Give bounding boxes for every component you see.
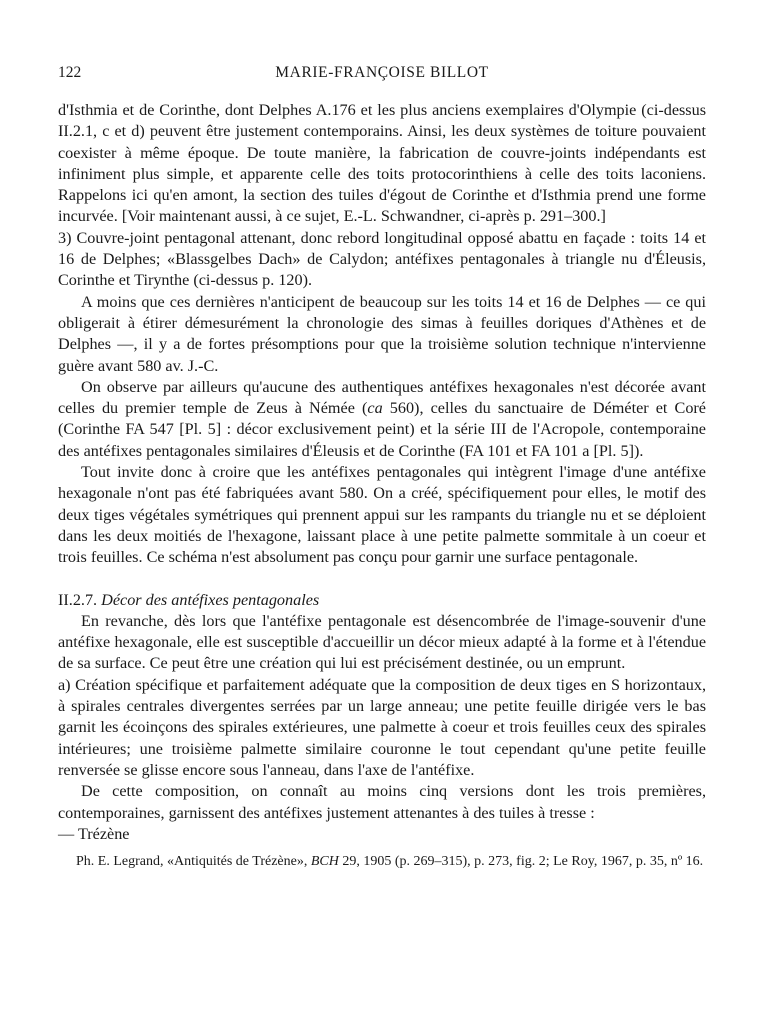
section-number: II.2.7. xyxy=(58,590,102,609)
footnote-reference xyxy=(58,852,706,871)
paragraph-continuation: d'Isthmia et de Corinthe, dont Delphes A.176 et les plus anciens exemplaires d'Olympie (ci-dessus II.2.1, c et d) peuvent être justement contemporains. Ainsi, les deux systèmes de toiture pouvaient coexister à même époque. De toute manière, la fabrication de couvre-joints indépendants est infiniment plus simple, et apparente celle des toits protocorinthiens à celle des toits laconiens. Rappelons ici qu'en amont, la section des tuiles d'égout de Corinthe et d'Isthmia prend une forme incurvée. [Voir maintenant aussi, à ce sujet, E.-L. Schwandner, ci-après p. 291–300.] xyxy=(58,101,706,226)
footnote-journal-title: BCH xyxy=(310,854,339,870)
page-number: 122 xyxy=(58,64,82,81)
paragraph-on-observe-text: On observe par ailleurs qu'aucune des authentiques antéfixes hexagonales n'est décorée avant celles du premier temple de Zeus à Némée ( xyxy=(58,377,706,418)
paragraph-on-observe xyxy=(58,377,706,462)
paragraph-en-revanche: En revanche, dès lors que l'antéfixe pentagonale est désencombrée de l'image-souvenir d'une antéfixe hexagonale, elle est susceptible d'accueillir un décor mieux adapté à la forme et à l'étendue de sa surface. Ce peut être une création qui lui est précisément destinée, ou un emprunt. xyxy=(58,611,706,673)
paragraph-trezene: — Trézène xyxy=(58,824,130,843)
paragraph-de-cette-composition: De cette composition, on connaît au moins cinq versions dont les trois premières, contemporaines, garnissent des antéfixes justement attenantes à des tuiles à tresse : xyxy=(58,782,706,822)
section-heading xyxy=(58,590,706,611)
running-header xyxy=(58,62,706,84)
body-text xyxy=(58,100,706,871)
paragraph-item-3: 3) Couvre-joint pentagonal attenant, donc rebord longitudinal opposé abattu en façade : toits 14 et 16 de Delphes; «Blassgelbes Dach» de Calydon; antéfixes pentagonales à triangle nu d'Éleusis, Corinthe et Tirynthe (ci-dessus p. 120). xyxy=(58,228,706,290)
section-title: Décor des antéfixes pentagonales xyxy=(101,590,320,609)
footnote-text: Ph. E. Legrand, «Antiquités de Trézène», xyxy=(76,854,311,870)
footnote-text-cont: 29, 1905 (p. 269–315), p. 273, fig. 2; Le Roy, 1967, p. 35, nº 16. xyxy=(338,854,704,870)
paragraph-on-observe-italic-ca: ca xyxy=(367,399,383,418)
paragraph-on-observe-text-cont: 560), celles du sanctuaire de Déméter et Coré (Corinthe FA 547 [Pl. 5] : décor exclusivement peint) et la série III de l'Acropole, contemporaine des antéfixes pentagonales similaires d'Éleusis et de Corinthe (FA 101 et FA 101 a [Pl. 5]). xyxy=(58,399,706,460)
paragraph-tout-invite: Tout invite donc à croire que les antéfixes pentagonales qui intègrent l'image d'une antéfixe hexagonale n'ont pas été fabriquées avant 580. On a créé, spécifiquement pour elles, le motif des deux tiges végétales symétriques qui prennent appui sur les rampants du triangle nu et se déploient dans les deux moitiés de l'hexagone, laissant place à une petite palmette sommitale à un coeur et trois feuilles. Ce schéma n'est absolument pas conçu pour garnir une surface pentagonale. xyxy=(58,463,706,567)
paragraph-item-a: a) Création spécifique et parfaitement adéquate que la composition de deux tiges en S horizontaux, à spirales centrales divergentes serrées par un large anneau; une petite feuille dirigée vers le bas garnit les écoinçons des spirales extérieures, une palmette à coeur et trois feuilles ceux des spirales intérieures; une troisième palmette similaire couronne le tout cependant qu'une petite feuille renversée se glisse encore sous l'anneau, dans l'axe de l'antéfixe. xyxy=(58,675,706,779)
paragraph-a-moins: A moins que ces dernières n'anticipent de beaucoup sur les toits 14 et 16 de Delphes — ce qui obligerait à étirer démesurément la chronologie des simas à feuilles doriques d'Athènes et de Delphes —, il y a de fortes présomptions pour que la troisième solution technique n'intervienne guère avant 580 av. J.-C. xyxy=(58,292,706,375)
running-title: MARIE-FRANÇOISE BILLOT xyxy=(275,64,489,81)
